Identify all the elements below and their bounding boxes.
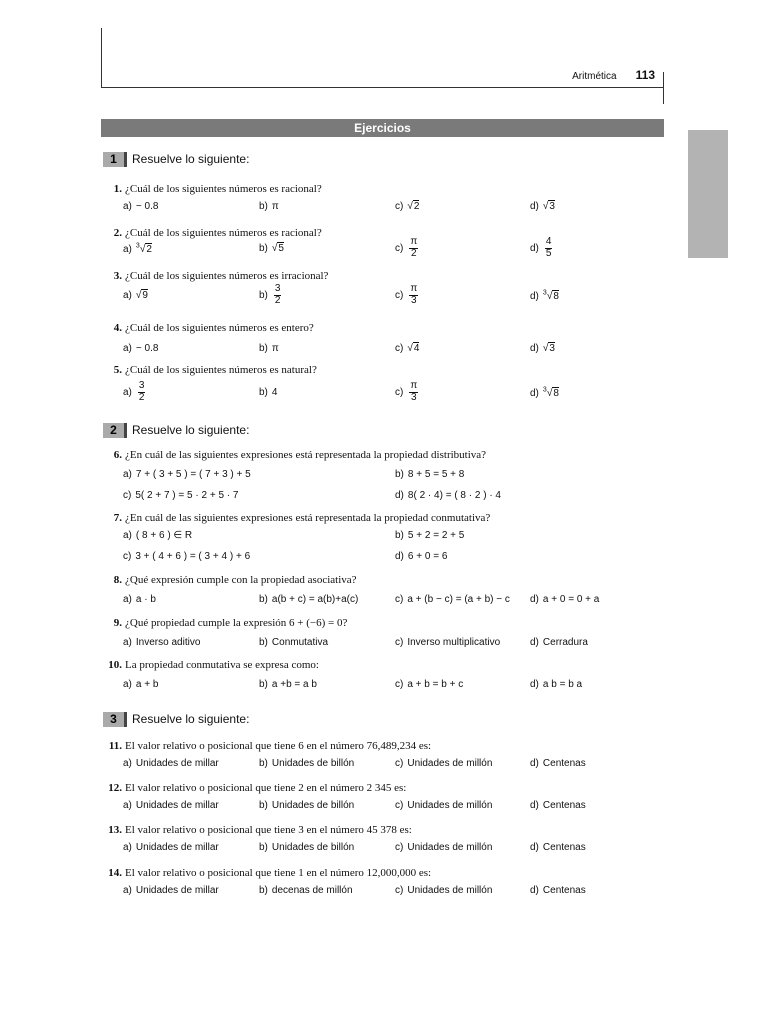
answer-option[interactable] — [395, 637, 500, 648]
question-number: 5. — [113, 364, 122, 376]
answer-option[interactable] — [123, 290, 148, 301]
option-letter: a) — [123, 885, 132, 896]
option-letter: c) — [123, 551, 132, 562]
answer-option[interactable] — [259, 343, 279, 354]
answer-option[interactable] — [395, 842, 492, 853]
fraction — [409, 381, 418, 403]
answer-option[interactable] — [530, 679, 582, 690]
option-letter: c) — [395, 594, 404, 605]
question-stem — [103, 183, 322, 195]
question-number: 10. — [108, 659, 122, 671]
fraction-numerator: π — [410, 283, 418, 294]
option-letter: c) — [395, 242, 404, 254]
answer-option[interactable] — [259, 201, 279, 212]
answer-option[interactable] — [123, 551, 250, 562]
answer-option[interactable] — [123, 800, 219, 811]
answer-option[interactable] — [123, 343, 158, 354]
question-number: 13. — [108, 824, 122, 836]
section-heading — [103, 423, 249, 438]
option-text: a + b — [135, 679, 159, 690]
fraction-denominator: 2 — [138, 391, 145, 403]
option-text: Centenas — [542, 800, 586, 811]
question-stem — [103, 364, 317, 376]
option-letter: d) — [530, 594, 539, 605]
option-letter: b) — [259, 343, 268, 354]
option-text: a + 0 = 0 + a — [542, 594, 600, 605]
question-number: 2. — [113, 227, 122, 239]
option-letter: c) — [395, 386, 404, 398]
option-letter: b) — [395, 469, 404, 480]
option-letter: b) — [395, 530, 404, 541]
answer-option[interactable] — [123, 594, 156, 605]
answer-option[interactable] — [123, 885, 219, 896]
option-letter: d) — [530, 242, 539, 254]
option-letter: d) — [530, 758, 539, 769]
option-letter: c) — [395, 800, 404, 811]
radicand: 8 — [553, 291, 559, 303]
answer-option[interactable] — [395, 530, 464, 541]
option-text: π — [271, 343, 279, 354]
option-text: 5( 2 + 7 ) = 5 · 2 + 5 · 7 — [135, 490, 239, 501]
answer-option[interactable] — [395, 237, 418, 259]
fraction-denominator: 2 — [411, 247, 417, 259]
answer-option[interactable] — [123, 758, 219, 769]
question-text: La propiedad conmutativa se expresa como: — [125, 659, 319, 671]
fraction-denominator: 3 — [411, 294, 417, 306]
answer-option[interactable] — [530, 637, 588, 648]
option-letter: c) — [395, 679, 404, 690]
question-stem — [103, 270, 328, 282]
option-text: 6 + 0 = 6 — [407, 551, 448, 562]
option-text: a · b — [135, 594, 156, 605]
answer-option[interactable] — [395, 800, 492, 811]
question-text: El valor relativo o posicional que tiene 1 en el número 12,000,000 es: — [125, 867, 432, 879]
fraction — [409, 237, 418, 259]
option-letter: c) — [395, 885, 404, 896]
option-text: 7 + ( 3 + 5 ) = ( 7 + 3 ) + 5 — [135, 469, 251, 480]
option-letter: c) — [395, 201, 404, 212]
radical-sign-icon: √ — [542, 343, 549, 354]
option-letter: d) — [395, 490, 404, 501]
answer-option[interactable] — [530, 594, 599, 605]
exercises-banner: Ejercicios — [101, 119, 664, 137]
fraction-numerator: 3 — [138, 380, 145, 391]
fraction-numerator: 4 — [545, 236, 552, 247]
question-stem — [103, 824, 412, 836]
option-letter: a) — [123, 594, 132, 605]
question-stem — [103, 659, 319, 671]
page-number: 113 — [635, 68, 655, 82]
option-letter: b) — [259, 842, 268, 853]
answer-option[interactable] — [395, 343, 419, 354]
answer-option[interactable] — [530, 201, 555, 212]
option-letter: d) — [530, 885, 539, 896]
option-letter: b) — [259, 637, 268, 648]
answer-option[interactable] — [530, 842, 586, 853]
question-text: El valor relativo o posicional que tiene 3 en el número 45 378 es: — [125, 824, 412, 836]
header-section-name: Aritmética — [572, 71, 617, 82]
option-letter: a) — [123, 244, 132, 256]
option-text: 5 + 2 = 2 + 5 — [407, 530, 465, 541]
answer-option[interactable] — [123, 637, 200, 648]
question-number: 3. — [113, 270, 122, 282]
answer-option[interactable] — [259, 842, 354, 853]
fraction — [545, 237, 553, 259]
option-text: Inverso aditivo — [135, 637, 201, 648]
radicand: 4 — [413, 343, 420, 354]
answer-option[interactable] — [395, 381, 418, 403]
answer-option[interactable] — [395, 594, 510, 605]
option-text: Conmutativa — [271, 637, 329, 648]
radical-sign-icon: √ — [546, 291, 553, 303]
radicand: 3 — [549, 343, 555, 354]
option-letter: d) — [530, 201, 539, 212]
answer-option[interactable] — [395, 679, 463, 690]
answer-option[interactable] — [259, 885, 353, 896]
question-stem — [103, 449, 486, 461]
question-number: 14. — [108, 867, 122, 879]
question-text: El valor relativo o posicional que tiene 6 en el número 76,489,234 es: — [125, 740, 432, 752]
option-text: Unidades de millón — [407, 758, 493, 769]
question-text: ¿En cuál de las siguientes expresiones está representada la propiedad distributiva? — [125, 449, 487, 461]
radical-sign-icon: √ — [542, 201, 549, 212]
question-number: 1. — [113, 183, 122, 195]
option-letter: d) — [530, 679, 539, 690]
option-letter: b) — [259, 885, 268, 896]
section-number-box: 2 — [103, 423, 127, 438]
answer-option[interactable] — [259, 284, 281, 306]
option-letter: b) — [259, 243, 268, 254]
option-letter: a) — [123, 800, 132, 811]
option-letter: a) — [123, 201, 132, 212]
option-letter: a) — [123, 758, 132, 769]
answer-option[interactable] — [123, 490, 238, 501]
answer-option[interactable] — [123, 679, 158, 690]
radicand: 2 — [146, 244, 152, 256]
option-letter: a) — [123, 530, 132, 541]
option-text: Unidades de millón — [407, 885, 493, 896]
option-text: Centenas — [542, 842, 586, 853]
question-text: ¿En cuál de las siguientes expresiones está representada la propiedad conmutativa? — [125, 512, 491, 524]
answer-option[interactable] — [530, 885, 586, 896]
radical-expression — [543, 200, 555, 212]
margin-rule-right — [663, 72, 664, 104]
question-stem — [103, 512, 490, 524]
question-text: ¿Cuál de los siguientes números es entero? — [125, 322, 314, 334]
radical-sign-icon: √ — [407, 201, 413, 212]
question-stem — [103, 867, 431, 879]
answer-option[interactable] — [259, 679, 317, 690]
answer-option[interactable] — [259, 594, 358, 605]
answer-option[interactable] — [259, 387, 277, 398]
radical-sign-icon: √ — [135, 290, 142, 301]
section-title: Resuelve lo siguiente: — [132, 423, 250, 437]
radicand: 5 — [278, 243, 284, 254]
section-heading — [103, 152, 249, 167]
page-header — [0, 68, 655, 82]
radicand: 3 — [549, 201, 555, 212]
option-text: a b = b a — [542, 679, 583, 690]
answer-option[interactable] — [259, 800, 354, 811]
section-title: Resuelve lo siguiente: — [132, 152, 250, 166]
root-index: 3 — [542, 290, 547, 297]
radicand: 9 — [142, 290, 148, 301]
option-text: π — [271, 201, 279, 212]
answer-option[interactable] — [530, 343, 555, 354]
option-letter: c) — [395, 842, 404, 853]
question-text: ¿Qué expresión cumple con la propiedad asociativa? — [125, 574, 357, 586]
option-text: Unidades de millar — [135, 800, 219, 811]
option-text: a +b = a b — [271, 679, 317, 690]
question-text: ¿Cuál de los siguientes números es racional? — [125, 183, 322, 195]
root-index: 3 — [135, 243, 140, 250]
fraction-denominator: 3 — [411, 391, 417, 403]
answer-option[interactable] — [123, 381, 145, 403]
option-text: 8 + 5 = 5 + 8 — [407, 469, 465, 480]
option-text: Unidades de millar — [135, 885, 219, 896]
radical-expression — [407, 200, 419, 212]
option-letter: d) — [530, 637, 539, 648]
answer-option[interactable] — [530, 387, 559, 399]
option-text: Unidades de millar — [135, 842, 219, 853]
question-text: El valor relativo o posicional que tiene 2 en el número 2 345 es: — [125, 782, 407, 794]
option-letter: a) — [123, 343, 132, 354]
option-letter: d) — [530, 800, 539, 811]
answer-option[interactable] — [123, 469, 251, 480]
radical-sign-icon: √ — [407, 343, 413, 354]
option-text: Unidades de billón — [271, 842, 355, 853]
question-text: ¿Qué propiedad cumple la expresión 6 + (−6) = 0? — [125, 617, 348, 629]
radical-expression — [407, 342, 419, 354]
option-letter: a) — [123, 637, 132, 648]
option-text: Centenas — [542, 758, 586, 769]
question-number: 7. — [113, 512, 122, 524]
answer-option[interactable] — [395, 284, 418, 306]
question-number: 12. — [108, 782, 122, 794]
question-number: 9. — [113, 617, 122, 629]
question-stem — [103, 617, 347, 629]
header-rule — [101, 87, 664, 88]
option-text: Centenas — [542, 885, 586, 896]
option-text: Unidades de billón — [271, 758, 355, 769]
option-letter: b) — [259, 201, 268, 212]
radical-expression — [543, 388, 559, 399]
option-letter: b) — [259, 800, 268, 811]
option-text: Unidades de billón — [271, 800, 355, 811]
radical-expression — [543, 342, 555, 354]
option-letter: b) — [259, 289, 268, 301]
option-text: ( 8 + 6 ) ∈ R — [135, 530, 193, 541]
radical-expression — [136, 244, 152, 255]
answer-option[interactable] — [395, 469, 464, 480]
radical-expression — [543, 291, 559, 302]
option-text: a + b = b + c — [407, 679, 464, 690]
answer-option[interactable] — [123, 842, 219, 853]
option-text: 4 — [271, 387, 278, 398]
answer-option[interactable] — [259, 637, 328, 648]
option-letter: b) — [259, 387, 268, 398]
option-text: a(b + c) = a(b)+a(c) — [271, 594, 359, 605]
option-text: Unidades de millón — [407, 842, 493, 853]
option-letter: b) — [259, 758, 268, 769]
fraction — [138, 381, 146, 403]
option-text: 8( 2 · 4) = ( 8 · 2 ) · 4 — [407, 490, 501, 501]
answer-option[interactable] — [123, 243, 152, 255]
answer-option[interactable] — [395, 490, 501, 501]
root-index: 3 — [542, 387, 547, 394]
option-text: Unidades de millar — [135, 758, 219, 769]
question-stem — [103, 740, 431, 752]
option-letter: a) — [123, 679, 132, 690]
option-text: − 0.8 — [135, 201, 159, 212]
option-letter: c) — [395, 289, 404, 301]
option-letter: d) — [530, 343, 539, 354]
side-thumb-tab — [688, 130, 728, 258]
radical-expression — [272, 242, 284, 254]
section-number-box: 3 — [103, 712, 127, 727]
option-letter: c) — [123, 490, 132, 501]
fraction — [274, 284, 282, 306]
option-letter: a) — [123, 290, 132, 301]
option-letter: b) — [259, 594, 268, 605]
option-letter: d) — [530, 291, 539, 303]
question-text: ¿Cuál de los siguientes números es irracional? — [125, 270, 329, 282]
question-number: 8. — [113, 574, 122, 586]
option-text: Inverso multiplicativo — [407, 637, 501, 648]
question-text: ¿Cuál de los siguientes números es natural? — [125, 364, 317, 376]
question-stem — [103, 322, 314, 334]
question-number: 4. — [113, 322, 122, 334]
section-title: Resuelve lo siguiente: — [132, 712, 250, 726]
answer-option[interactable] — [123, 201, 158, 212]
option-text: decenas de millón — [271, 885, 353, 896]
option-letter: d) — [530, 388, 539, 400]
fraction-numerator: π — [410, 380, 418, 391]
question-stem — [103, 574, 357, 586]
answer-option[interactable] — [395, 201, 419, 212]
option-letter: d) — [395, 551, 404, 562]
option-letter: a) — [123, 469, 132, 480]
radicand: 8 — [553, 388, 559, 400]
answer-option[interactable] — [530, 290, 559, 302]
fraction-denominator: 2 — [274, 294, 281, 306]
question-text: ¿Cuál de los siguientes números es racional? — [125, 227, 322, 239]
option-letter: c) — [395, 343, 404, 354]
option-text: Cerradura — [542, 637, 588, 648]
option-letter: b) — [259, 679, 268, 690]
option-text: 3 + ( 4 + 6 ) = ( 3 + 4 ) + 6 — [135, 551, 251, 562]
radical-sign-icon: √ — [139, 244, 146, 256]
question-stem — [103, 782, 406, 794]
fraction-denominator: 5 — [545, 247, 552, 259]
answer-option[interactable] — [395, 758, 492, 769]
option-text: Unidades de millón — [407, 800, 493, 811]
answer-option[interactable] — [530, 237, 552, 259]
question-number: 11. — [108, 740, 122, 752]
fraction — [409, 284, 418, 306]
answer-option[interactable] — [259, 243, 284, 254]
answer-option[interactable] — [395, 885, 492, 896]
section-number-box: 1 — [103, 152, 127, 167]
option-letter: c) — [395, 758, 404, 769]
option-letter: a) — [123, 842, 132, 853]
question-stem — [103, 227, 322, 239]
answer-option[interactable] — [123, 530, 192, 541]
answer-option[interactable] — [395, 551, 447, 562]
option-text: a + (b − c) = (a + b) − c — [407, 594, 510, 605]
option-letter: d) — [530, 842, 539, 853]
option-letter: a) — [123, 386, 132, 398]
option-letter: c) — [395, 637, 404, 648]
radicand: 2 — [413, 201, 420, 212]
fraction-numerator: 3 — [274, 283, 281, 294]
radical-sign-icon: √ — [271, 243, 278, 254]
answer-option[interactable] — [259, 758, 354, 769]
answer-option[interactable] — [530, 758, 586, 769]
radical-sign-icon: √ — [546, 388, 553, 400]
option-text: − 0.8 — [135, 343, 159, 354]
answer-option[interactable] — [530, 800, 586, 811]
radical-expression — [136, 289, 148, 301]
fraction-numerator: π — [410, 236, 418, 247]
section-heading — [103, 712, 249, 727]
question-number: 6. — [113, 449, 122, 461]
